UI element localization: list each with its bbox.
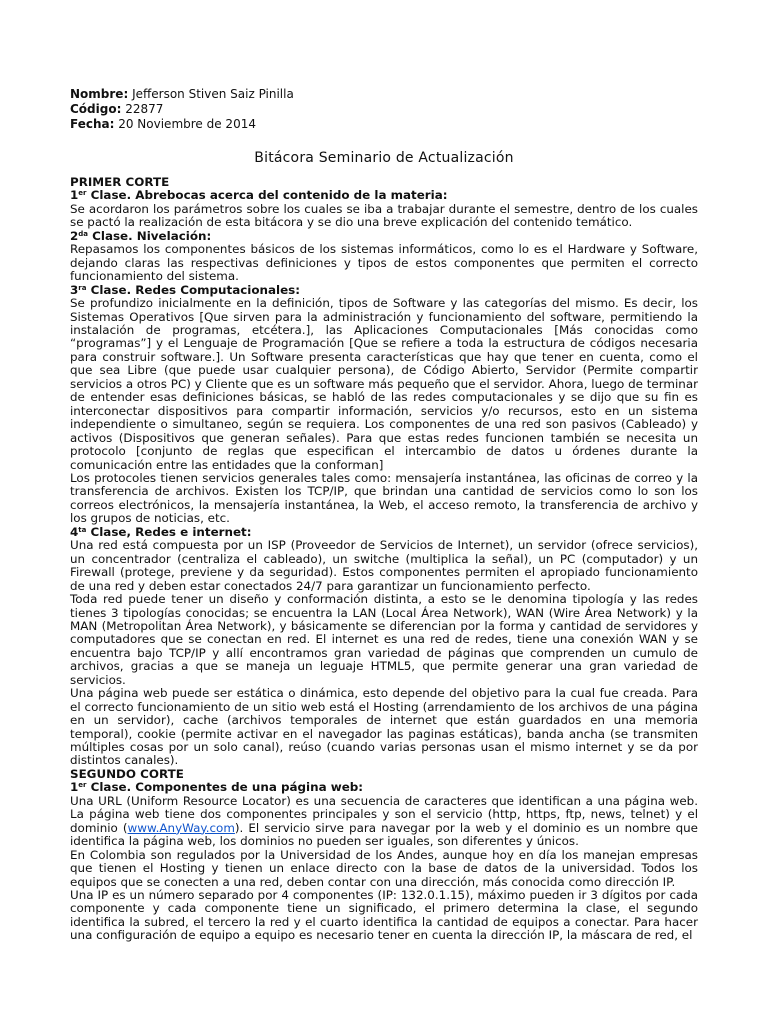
clase-ordinal: er	[78, 189, 87, 198]
paragraph: Se acordaron los parámetros sobre los cuales se iba a trabajar durante el semestre, dentro de los cuales se pactó la realización de esta bitácora y se dio una breve explicación del contenido temático.	[70, 201, 698, 230]
clase-number: 1	[70, 780, 79, 795]
clase-heading	[70, 526, 698, 539]
nombre-label: Nombre:	[70, 87, 129, 101]
codigo-line	[70, 102, 698, 117]
clase-heading	[70, 781, 698, 794]
clase-ordinal: da	[78, 229, 89, 238]
paragraph-text: Una URL (Uniform Resource Locator) es una secuencia de caracteres que identifican a una página web. La página web tiene dos componentes principales y son el servicio (http, https, ftp, news, telnet) y el dominio (	[70, 793, 698, 835]
clase-number: 1	[70, 188, 79, 203]
paragraph: Una página web puede ser estática o dinámica, esto depende del objetivo para la cual fue creada. Para el correcto funcionamiento de un sitio web está el Hosting (arrendamiento de los archivos de una página en un servidor), cache (archivos temporales de internet que están guardados en una memoria temporal), cookie (permite activar en el navegador las paginas estáticas), banda ancha (se transmiten múltiples cosas por un solo canal), reúso (cuando varias personas usan el mismo internet y se da por distintos canales).	[70, 686, 698, 768]
clase-heading	[70, 189, 698, 202]
anyway-link[interactable]: www.AnyWay.com	[127, 820, 235, 835]
nombre-line	[70, 87, 698, 102]
codigo-label: Código:	[70, 102, 122, 116]
paragraph: En Colombia son regulados por la Universidad de los Andes, aunque hoy en día los manejan empresas que tienen el Hosting y tienen un enlace directo con la base de datos de la universidad. Todos los equipos que se conecten a una red, deben contar con una dirección, más conocida como dirección IP.	[70, 847, 698, 889]
codigo-value: 22877	[121, 102, 164, 116]
clase-title: Clase. Nivelación:	[88, 228, 212, 243]
clase-number: 2	[70, 228, 79, 243]
paragraph: Repasamos los componentes básicos de los sistemas informáticos, como lo es el Hardware y Software, dejando claras las respectivas definiciones y tipos de estos componentes que permiten el correcto funcionamiento del sistema.	[70, 242, 698, 284]
fecha-line	[70, 117, 698, 132]
clase-number: 4	[70, 524, 79, 539]
paragraph-text: ). El servicio sirve para navegar por la web y el dominio es un nombre que identifica la página web, los dominios no pueden ser iguales, son diferentes y únicos.	[70, 820, 699, 849]
nombre-value: Jefferson Stiven Saiz Pinilla	[128, 87, 294, 101]
clase-title: Clase. Abrebocas acerca del contenido de la materia:	[86, 188, 448, 203]
header-block	[70, 87, 698, 132]
paragraph: Una red está compuesta por un ISP (Proveedor de Servicios de Internet), un servidor (ofrece servicios), un concentrador (centraliza el cableado), un switche (multiplica la señal), un PC (computador) y un Firewall (protege, previene y da seguridad). Estos componentes permiten el apropiado funcionamiento de una red y deben estar conectados 24/7 para garantizar un funcionamiento perfecto.	[70, 538, 698, 593]
clase-title: Clase. Redes Computacionales:	[86, 282, 300, 297]
clase-heading	[70, 284, 698, 297]
paragraph: Una IP es un número separado por 4 componentes (IP: 132.0.1.15), máximo pueden ir 3 dígitos por cada componente y cada componente tiene un significado, el primero determina la clase, el segundo identifica la subred, el tercero la red y el cuarto identifica la cantidad de equipos a conectar. Para hacer una configuración de equipo a equipo es necesario tener en cuenta la dirección IP, la máscara de red, el	[70, 888, 698, 943]
fecha-value: 20 Noviembre de 2014	[114, 117, 256, 131]
clase-ordinal: ta	[78, 525, 87, 534]
fecha-label: Fecha:	[70, 117, 115, 131]
clase-title: Clase. Componentes de una página web:	[86, 780, 364, 795]
clase-ordinal: ra	[78, 283, 87, 292]
clase-heading	[70, 230, 698, 243]
paragraph: Toda red puede tener un diseño y conformación distinta, a esto se le denomina tipología y las redes tienes 3 tipologías conocidas; se encuentra la LAN (Local Área Network), WAN (Wire Área Network) y la MAN (Metropolitan Área Network), y básicamente se diferencian por la forma y cantidad de servidores y computadores que se conectan en red. El internet es una red de redes, tiene una conexión WAN y se encuentra bajo TCP/IP y allí encontramos gran variedad de páginas que comprenden un cumulo de archivos, gracias a que se maneja un leguaje HTML5, que permite generar una gran variedad de servicios.	[70, 592, 698, 687]
paragraph: Los protocoles tienen servicios generales tales como: mensajería instantánea, las oficinas de correo y la transferencia de archivos. Existen los TCP/IP, que brindan una cantidad de servicios como lo son los correos electrónicos, la mensajería instantánea, la Web, el acceso remoto, la transferencia de archivo y los grupos de noticias, etc.	[70, 470, 698, 526]
document-body	[70, 176, 698, 943]
paragraph	[70, 795, 698, 849]
page-title: Bitácora Seminario de Actualización	[254, 150, 514, 166]
clase-number: 3	[70, 282, 79, 297]
clase-ordinal: er	[78, 781, 87, 790]
paragraph: Se profundizo inicialmente en la definición, tipos de Software y las categorías del mismo. Es decir, los Sistemas Operativos [Que sirven para la administración y funcionamiento del software, permitiendo la instalación de programas, etcétera.], las Aplicaciones Computacionales [Más conocidas como “programas”] y el Lenguaje de Programación [Que se refiere a toda la estructura de códigos necesaria para construir software.]. Un Software presenta características que hay que tener en cuenta, como el que sea Libre (que puede usar cualquier persona), de Código Abierto, Servidor (Permite compartir servicios a otros PC) y Cliente que es un software más pequeño que el servidor. Ahora, luego de terminar de entender esas definiciones básicas, se habló de las redes computacionales y se dijo que su fin es interconectar dispositivos para compartir información, servicios y/o recursos, esto en un sistema independiente o simultaneo, según se requiera. Los componentes de una red son pasivos (Cableado) y activos (Dispositivos que generan señales). Para que estas redes funcionen también se necesita un protocolo [conjunto de reglas que especifican el intercambio de datos u órdenes durante la comunicación entre las entidades que la conforman]	[70, 296, 698, 472]
clase-title: Clase, Redes e internet:	[86, 524, 252, 539]
primer-corte-heading: PRIMER CORTE	[70, 175, 170, 189]
segundo-corte-heading: SEGUNDO CORTE	[70, 766, 184, 781]
